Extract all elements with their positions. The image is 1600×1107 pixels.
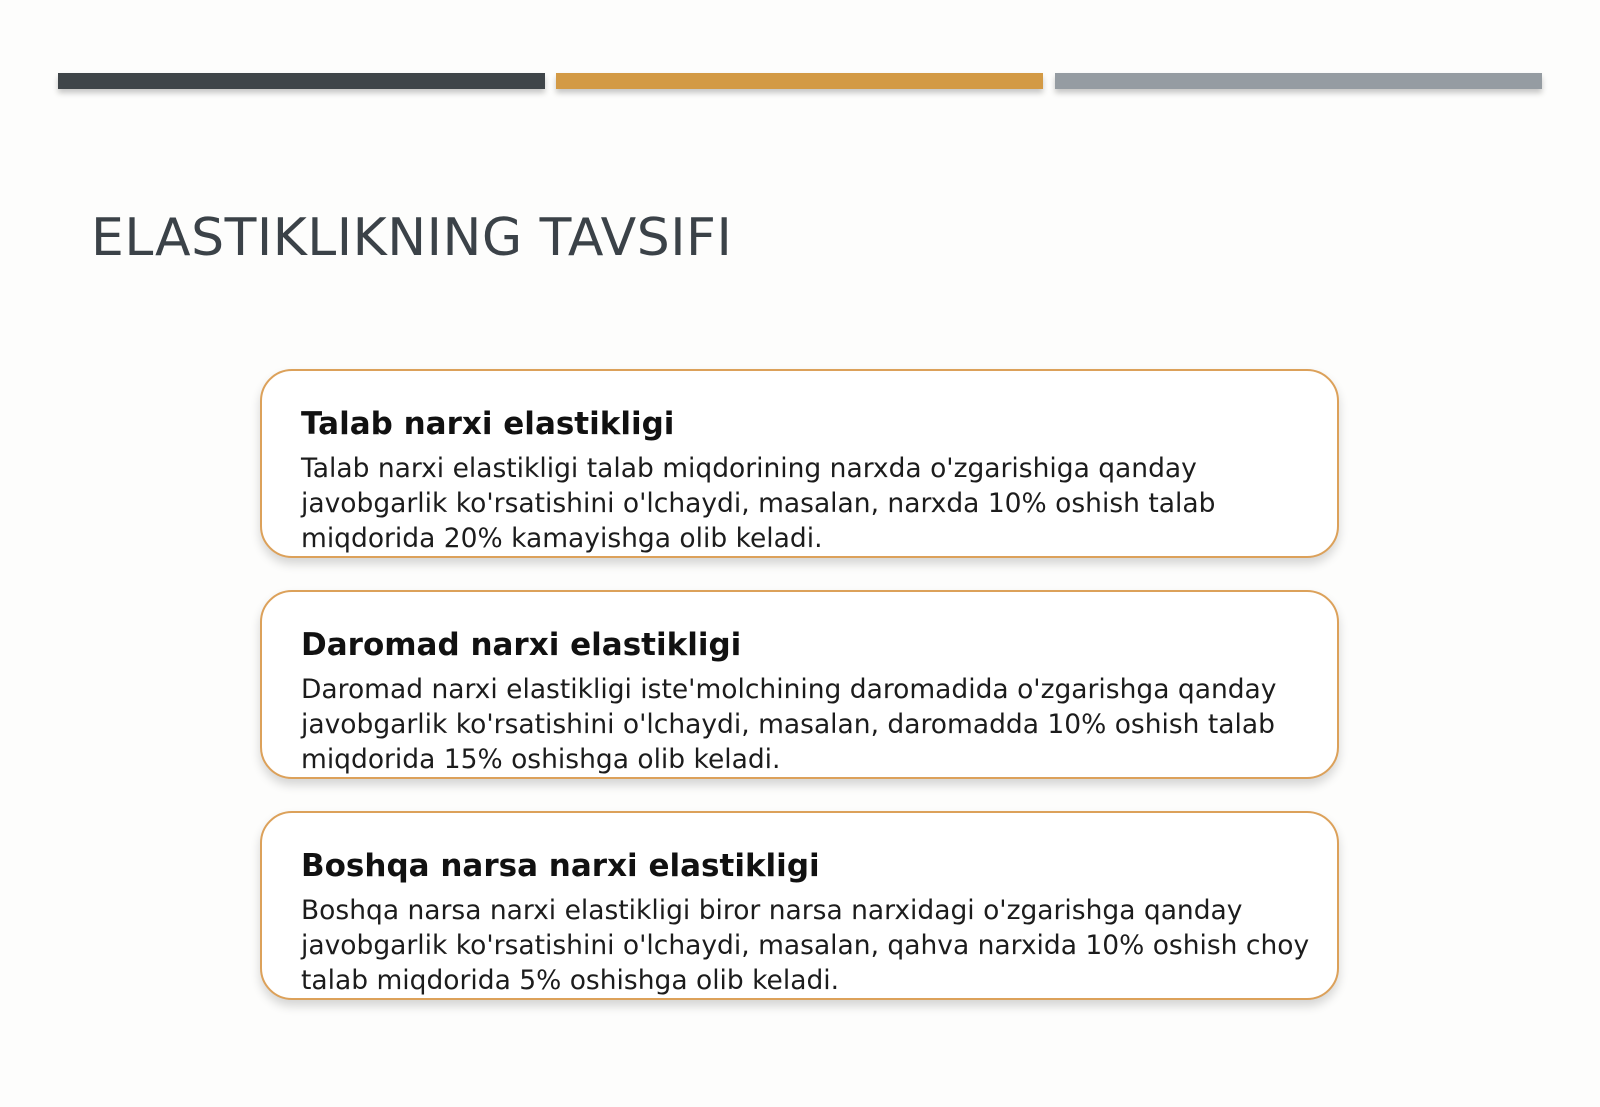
top-bar-gray bbox=[1055, 73, 1542, 89]
decorative-top-bars bbox=[58, 73, 1542, 91]
page-title: ELASTIKLIKNING TAVSIFI bbox=[91, 208, 733, 268]
card-daromad-narxi bbox=[260, 590, 1339, 779]
card-body: Daromad narxi elastikligi iste'molchining daromadida o'zgarishga qanday javobgarlik ko'rsatishini o'lchaydi, masalan, daromadda 10% oshish talab miqdorida 15% oshishga olib keladi. bbox=[301, 674, 1277, 775]
top-bar-accent bbox=[556, 73, 1043, 89]
card-heading: Boshqa narsa narxi elastikligi bbox=[301, 848, 820, 884]
card-boshqa-narsa-narxi bbox=[260, 811, 1339, 1000]
card-body: Boshqa narsa narxi elastikligi biror narsa narxidagi o'zgarishga qanday javobgarlik ko'rsatishini o'lchaydi, masalan, qahva narxida 10% oshish choy talab miqdorida 5% oshishga olib keladi. bbox=[301, 895, 1310, 996]
card-heading: Talab narxi elastikligi bbox=[301, 406, 675, 442]
card-talab-narxi bbox=[260, 369, 1339, 558]
top-bar-dark bbox=[58, 73, 545, 89]
card-body: Talab narxi elastikligi talab miqdorining narxda o'zgarishiga qanday javobgarlik ko'rsatishini o'lchaydi, masalan, narxda 10% oshish talab miqdorida 20% kamayishga olib keladi. bbox=[301, 453, 1216, 554]
card-heading: Daromad narxi elastikligi bbox=[301, 627, 742, 663]
